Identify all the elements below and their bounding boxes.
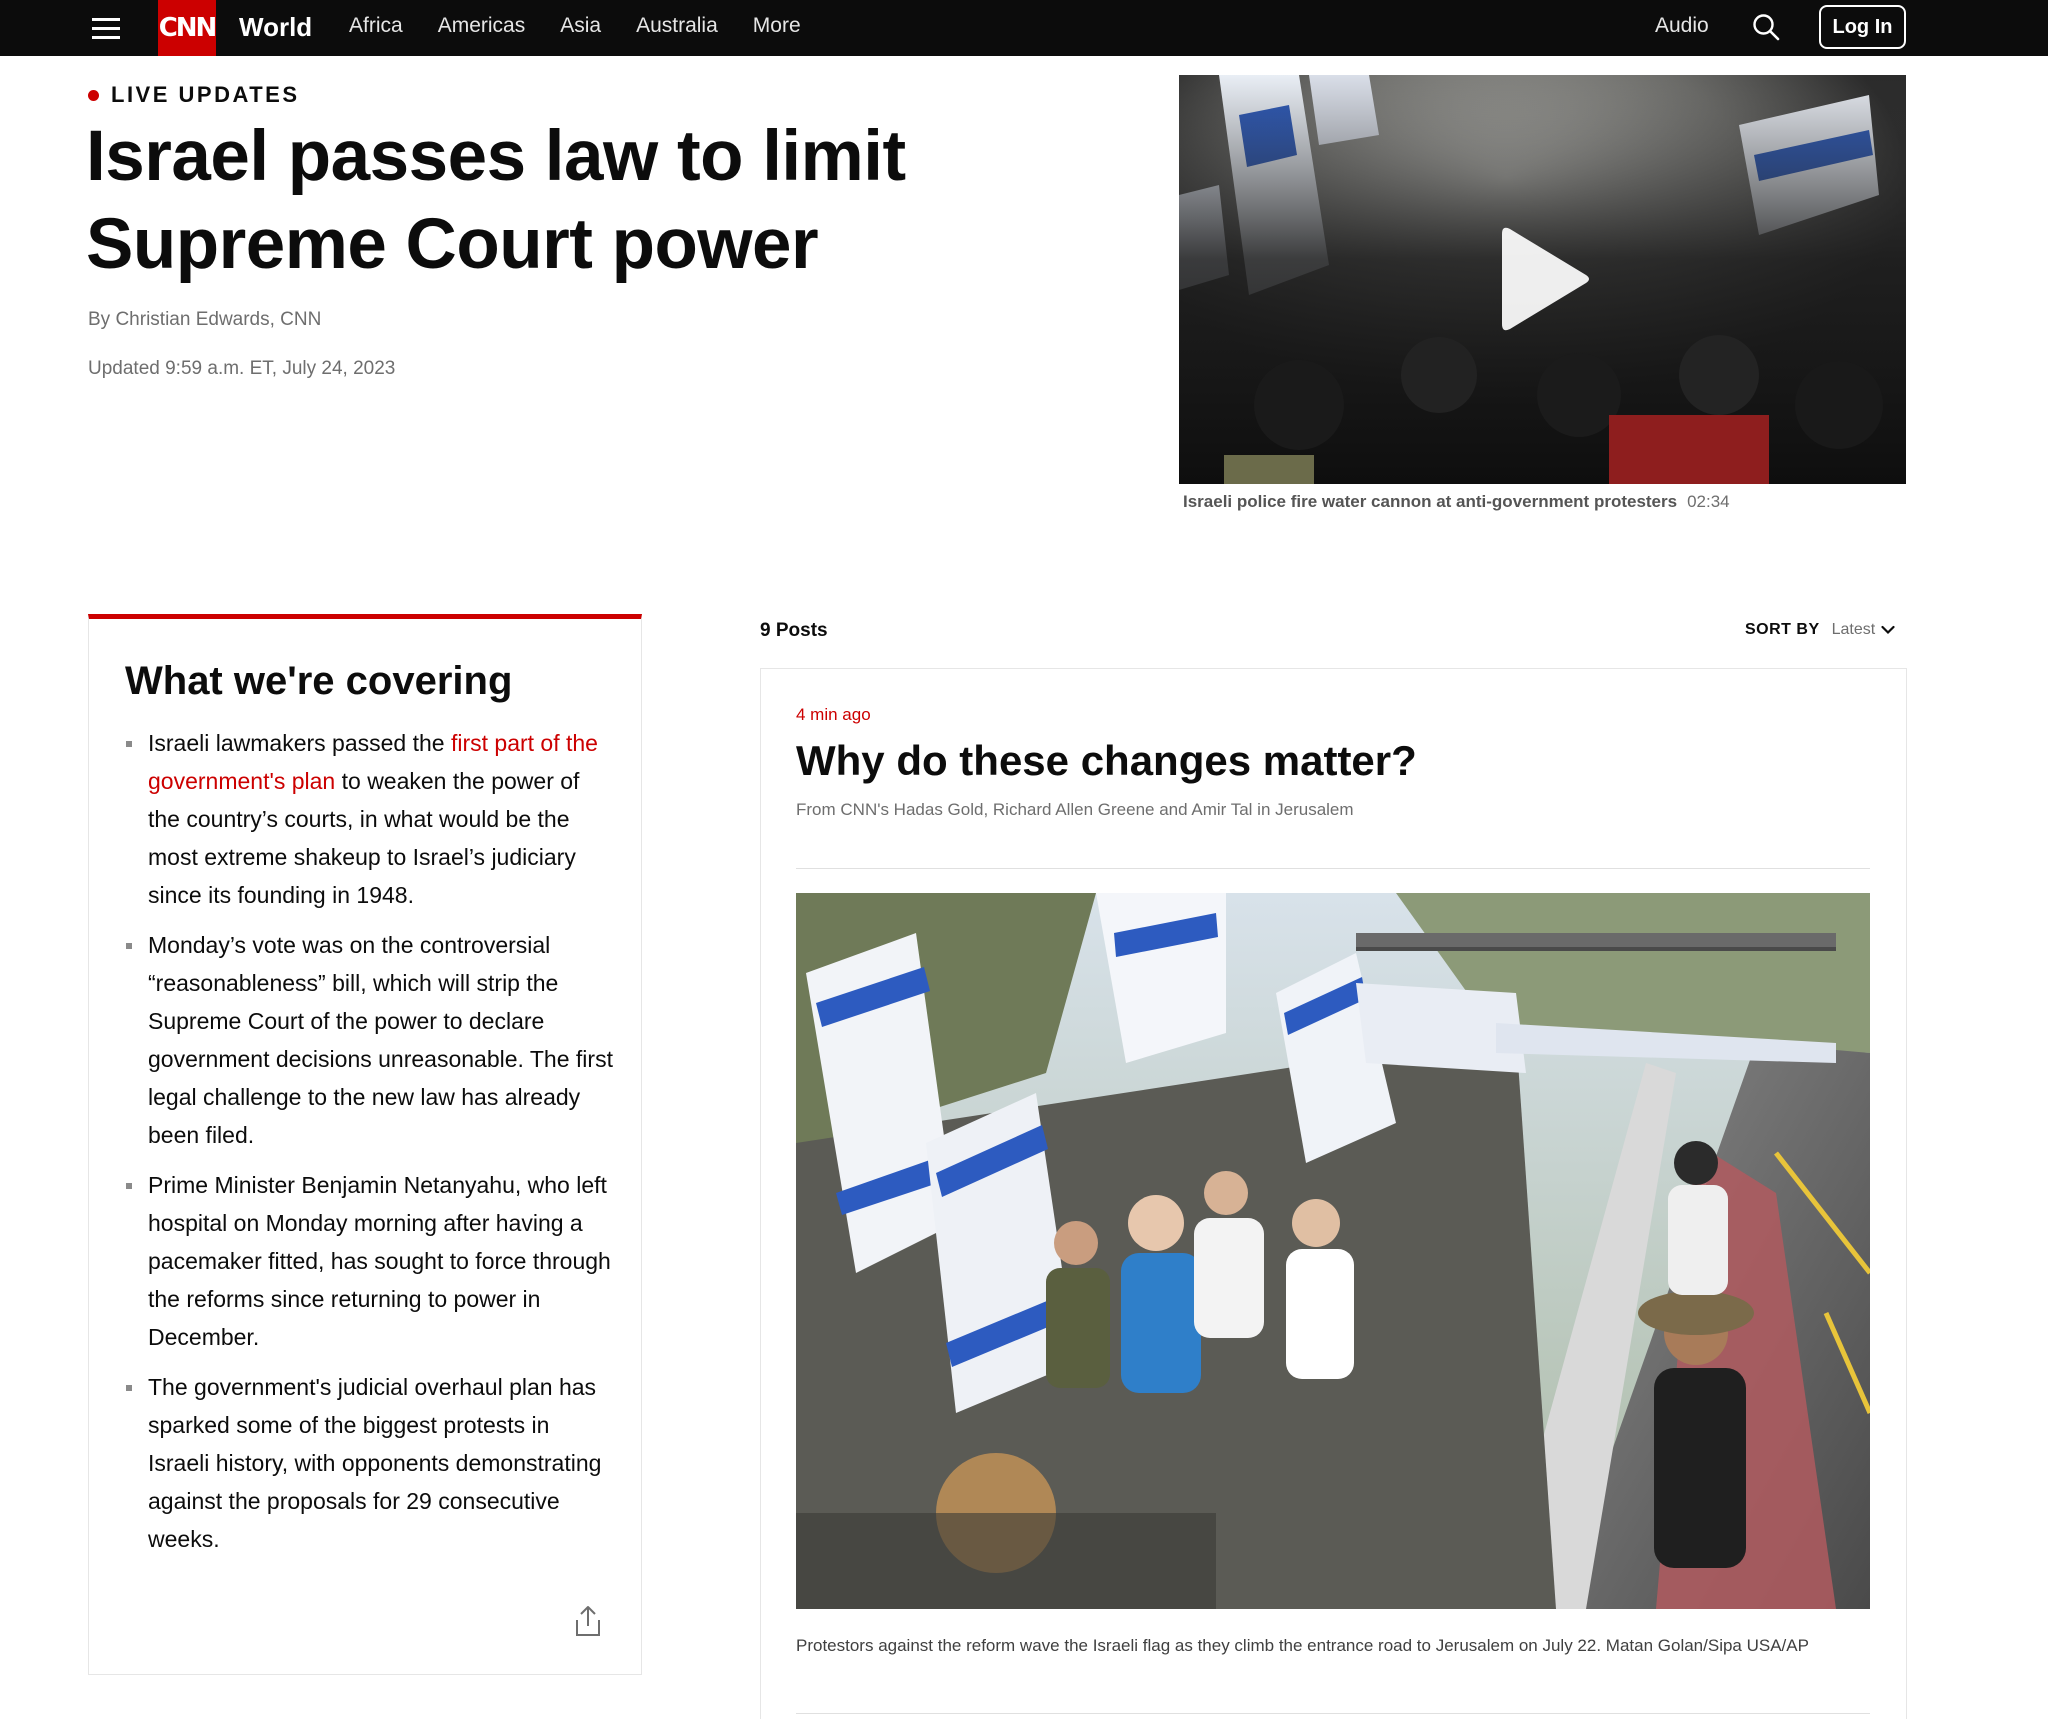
covering-list — [125, 724, 615, 1570]
post-title[interactable]: Why do these changes matter? — [796, 737, 1417, 784]
video-player[interactable] — [1179, 75, 1906, 484]
post-image — [796, 893, 1870, 1609]
live-updates-label — [88, 82, 300, 108]
article-byline: By Christian Edwards, CNN — [88, 309, 322, 330]
chevron-down-icon — [1881, 625, 1895, 635]
post-timestamp: 4 min ago — [796, 705, 871, 724]
updated-timestamp: Updated 9:59 a.m. ET, July 24, 2023 — [88, 358, 396, 379]
top-navigation — [0, 0, 2048, 56]
play-icon[interactable] — [1492, 219, 1596, 339]
section-world[interactable]: World — [239, 12, 313, 42]
video-caption — [1183, 492, 1730, 512]
sort-value: Latest — [1831, 621, 1876, 638]
covering-title: What we're covering — [125, 659, 513, 703]
nav-link-americas[interactable]: Americas — [437, 14, 526, 37]
covering-item — [125, 1166, 615, 1356]
live-dot-icon — [88, 90, 99, 101]
nav-link-asia[interactable]: Asia — [560, 14, 602, 37]
share-icon[interactable] — [573, 1604, 603, 1638]
nav-link-africa[interactable]: Africa — [349, 14, 403, 37]
divider — [796, 1713, 1870, 1714]
covering-box — [88, 614, 642, 1675]
protest-photo — [796, 893, 1870, 1609]
region-nav — [349, 0, 836, 56]
covering-item-text: Prime Minister Benjamin Netanyahu, who left hospital on Monday morning after having a pacemaker fitted, has sought to force through the reforms since returning to power in December. — [148, 1172, 611, 1350]
cnn-logo[interactable]: CNN — [158, 0, 216, 56]
covering-item-text: to weaken the power of the country’s courts, in what would be the most extreme shakeup to Israel’s judiciary since its founding in 1948. — [148, 768, 580, 908]
menu-icon[interactable] — [92, 14, 120, 42]
audio-link[interactable]: Audio — [1655, 14, 1709, 37]
covering-item-link[interactable]: first part of the government's plan — [148, 730, 598, 794]
nav-link-more[interactable]: More — [752, 14, 801, 37]
login-button[interactable]: Log In — [1819, 5, 1906, 49]
page-title: Israel passes law to limit Supreme Court power — [86, 117, 906, 284]
post-byline: From CNN's Hadas Gold, Richard Allen Greene and Amir Tal in Jerusalem — [796, 800, 1354, 819]
post-card — [760, 668, 1907, 1719]
covering-item-text: Monday’s vote was on the controversial “reasonableness” bill, which will strip the Supreme Court of the power to declare government decisions unreasonable. The first legal challenge to the new law has already been filed. — [148, 932, 613, 1148]
search-icon[interactable] — [1752, 13, 1780, 41]
covering-item — [125, 724, 615, 914]
covering-item — [125, 926, 615, 1154]
nav-link-australia[interactable]: Australia — [636, 14, 718, 37]
sort-control — [1745, 621, 1895, 639]
sort-label: SORT BY — [1745, 621, 1820, 638]
image-caption: Protestors against the reform wave the Israeli flag as they climb the entrance road to Jerusalem on July 22. Matan Golan/Sipa USA/AP — [796, 1636, 1809, 1655]
covering-item-text: The government's judicial overhaul plan has sparked some of the biggest protests in Israeli history, with opponents demonstrating against the proposals for 29 consecutive weeks. — [148, 1374, 602, 1552]
video-caption-title: Israeli police fire water cannon at anti-government protesters — [1183, 492, 1678, 511]
divider — [796, 868, 1870, 869]
sort-dropdown[interactable] — [1832, 621, 1896, 639]
covering-item — [125, 1368, 615, 1558]
posts-count: 9 Posts — [760, 620, 828, 641]
covering-item-text: Israeli lawmakers passed the — [148, 730, 451, 756]
video-duration: 02:34 — [1687, 492, 1730, 511]
live-updates-text: LIVE UPDATES — [111, 82, 300, 107]
